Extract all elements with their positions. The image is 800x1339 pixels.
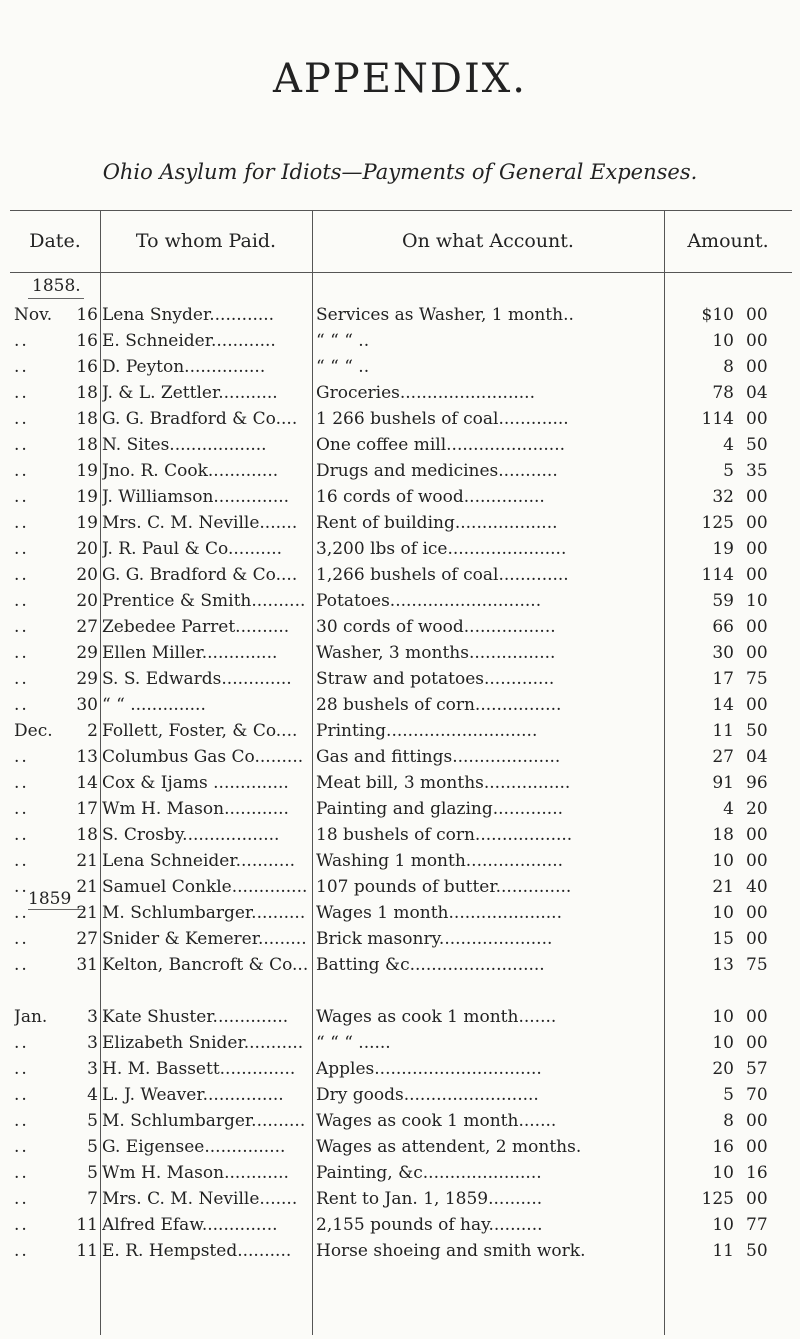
amount-cents: 50: [746, 435, 768, 455]
account-description: 2,155 pounds of hay..........: [316, 1215, 543, 1235]
payee-name: Ellen Miller..............: [102, 643, 278, 663]
amount-cents: 40: [746, 877, 768, 897]
amount-cents: 00: [746, 513, 768, 533]
table-row: [0, 536, 800, 562]
date-day: 11: [76, 1241, 98, 1261]
payee-name: E. R. Hempsted..........: [102, 1241, 292, 1261]
date-day: 27: [76, 617, 98, 637]
table-row: [0, 380, 800, 406]
date-day: 14: [76, 773, 98, 793]
amount-dollars: 11: [712, 721, 734, 741]
table-row: [0, 328, 800, 354]
date-day: 18: [76, 409, 98, 429]
account-description: 1 266 bushels of coal.............: [316, 409, 569, 429]
account-description: Straw and potatoes.............: [316, 669, 555, 689]
date-month: ..: [14, 539, 29, 559]
date-month: ..: [14, 461, 29, 481]
date-day: 29: [76, 643, 98, 663]
account-description: One coffee mill......................: [316, 435, 566, 455]
amount-dollars: 27: [712, 747, 734, 767]
payee-name: L. J. Weaver...............: [102, 1085, 284, 1105]
account-description: 30 cords of wood.................: [316, 617, 556, 637]
header-rule: [10, 272, 792, 273]
account-description: Painting and glazing.............: [316, 799, 563, 819]
account-description: 28 bushels of corn................: [316, 695, 562, 715]
page-heading: APPENDIX.: [273, 56, 527, 102]
amount-dollars: 59: [712, 591, 734, 611]
amount-dollars: 66: [712, 617, 734, 637]
amount-cents: 00: [746, 1189, 768, 1209]
payee-name: Kelton, Bancroft & Co...: [102, 955, 308, 975]
date-day: 20: [76, 539, 98, 559]
amount-cents: 00: [746, 643, 768, 663]
account-description: Wages as attendent, 2 months.: [316, 1137, 582, 1157]
table-row: [0, 510, 800, 536]
table-row: [0, 744, 800, 770]
payee-name: G. G. Bradford & Co....: [102, 565, 298, 585]
date-day: 13: [76, 747, 98, 767]
amount-dollars: 32: [712, 487, 734, 507]
amount-dollars: 30: [712, 643, 734, 663]
account-description: Wages as cook 1 month.......: [316, 1007, 557, 1027]
table-row: [0, 874, 800, 900]
amount-cents: 10: [746, 591, 768, 611]
amount-cents: 35: [746, 461, 768, 481]
amount-cents: 04: [746, 747, 768, 767]
table-row: [0, 718, 800, 744]
date-month: Dec.: [14, 721, 53, 741]
payee-name: Lena Schneider...........: [102, 851, 296, 871]
amount-dollars: 14: [712, 695, 734, 715]
amount-cents: 00: [746, 929, 768, 949]
account-description: Printing............................: [316, 721, 538, 741]
amount-cents: 00: [746, 1137, 768, 1157]
date-day: 5: [87, 1111, 98, 1131]
amount-dollars: 78: [712, 383, 734, 403]
table-row: [0, 1238, 800, 1264]
account-description: Brick masonry.....................: [316, 929, 553, 949]
account-description: Apples...............................: [316, 1059, 542, 1079]
payee-name: G. Eigensee...............: [102, 1137, 286, 1157]
amount-dollars: 114: [701, 565, 734, 585]
date-month: ..: [14, 357, 29, 377]
account-description: Services as Washer, 1 month..: [316, 305, 574, 325]
amount-dollars: 10: [712, 1163, 734, 1183]
date-month: ..: [14, 773, 29, 793]
date-day: 21: [76, 851, 98, 871]
date-month: ..: [14, 1059, 29, 1079]
date-month: ..: [14, 1111, 29, 1131]
table-row: [0, 484, 800, 510]
date-month: Nov.: [14, 305, 53, 325]
amount-cents: 20: [746, 799, 768, 819]
amount-cents: 96: [746, 773, 768, 793]
payee-name: Columbus Gas Co.........: [102, 747, 304, 767]
date-month: ..: [14, 591, 29, 611]
amount-dollars: 13: [712, 955, 734, 975]
table-row: [0, 588, 800, 614]
payee-name: Mrs. C. M. Neville.......: [102, 1189, 298, 1209]
year-label-1859: 1859: [28, 889, 72, 909]
amount-dollars: 10: [712, 903, 734, 923]
account-description: Painting, &c......................: [316, 1163, 542, 1183]
date-month: ..: [14, 1085, 29, 1105]
table-row: [0, 926, 800, 952]
date-column-header: Date.: [29, 230, 81, 252]
payee-name: Jno. R. Cook.............: [102, 461, 279, 481]
date-day: 3: [87, 1007, 98, 1027]
table-row: [0, 1108, 800, 1134]
expense-table-body: [0, 302, 800, 1264]
date-month: ..: [14, 1137, 29, 1157]
date-month: ..: [14, 669, 29, 689]
amount-dollars: 5: [723, 1085, 734, 1105]
table-row: [0, 1004, 800, 1030]
amount-dollars: 125: [701, 513, 734, 533]
account-description: Wages 1 month.....................: [316, 903, 562, 923]
date-month: ..: [14, 513, 29, 533]
table-row: [0, 1160, 800, 1186]
table-row: [0, 796, 800, 822]
date-month: ..: [14, 929, 29, 949]
table-row: [0, 1030, 800, 1056]
date-day: 30: [76, 695, 98, 715]
account-description: 107 pounds of butter..............: [316, 877, 572, 897]
amount-dollars: 10: [712, 851, 734, 871]
table-row: [0, 692, 800, 718]
date-day: 19: [76, 487, 98, 507]
amount-dollars: 10: [712, 1007, 734, 1027]
date-month: ..: [14, 903, 29, 923]
date-day: 5: [87, 1163, 98, 1183]
table-row: [0, 640, 800, 666]
table-row: [0, 770, 800, 796]
date-day: 7: [87, 1189, 98, 1209]
amount-cents: 50: [746, 721, 768, 741]
date-day: 27: [76, 929, 98, 949]
amount-cents: 00: [746, 565, 768, 585]
payee-name: M. Schlumbarger..........: [102, 1111, 306, 1131]
payee-name: Lena Snyder............: [102, 305, 275, 325]
amount-cents: 70: [746, 1085, 768, 1105]
date-month: Jan.: [14, 1007, 48, 1027]
date-day: 16: [76, 331, 98, 351]
account-description: Wages as cook 1 month.......: [316, 1111, 557, 1131]
date-month: ..: [14, 747, 29, 767]
table-row: [0, 1056, 800, 1082]
amount-dollars: $10: [701, 305, 734, 325]
date-month: ..: [14, 955, 29, 975]
payee-name: Wm H. Mason............: [102, 799, 289, 819]
amount-dollars: 8: [723, 357, 734, 377]
table-row: [0, 1212, 800, 1238]
date-day: 29: [76, 669, 98, 689]
amount-cents: 04: [746, 383, 768, 403]
account-description: 18 bushels of corn..................: [316, 825, 573, 845]
amount-dollars: 4: [723, 799, 734, 819]
amount-column-header: Amount.: [687, 230, 769, 252]
date-day: 19: [76, 461, 98, 481]
amount-cents: 00: [746, 357, 768, 377]
amount-cents: 00: [746, 851, 768, 871]
table-row: [0, 822, 800, 848]
table-top-rule: [10, 210, 792, 211]
account-description: Groceries.........................: [316, 383, 535, 403]
amount-dollars: 10: [712, 331, 734, 351]
amount-cents: 00: [746, 1007, 768, 1027]
date-month: ..: [14, 435, 29, 455]
account-description: Dry goods.........................: [316, 1085, 539, 1105]
amount-cents: 77: [746, 1215, 768, 1235]
table-row: [0, 1186, 800, 1212]
table-row: [0, 666, 800, 692]
payee-name: J. R. Paul & Co..........: [102, 539, 283, 559]
payee-name: D. Peyton...............: [102, 357, 266, 377]
date-day: 18: [76, 383, 98, 403]
account-description: Drugs and medicines...........: [316, 461, 558, 481]
amount-cents: 00: [746, 695, 768, 715]
table-title: Ohio Asylum for Idiots—Payments of General Expenses.: [102, 160, 698, 184]
payee-name: S. S. Edwards.............: [102, 669, 292, 689]
account-description: Washing 1 month..................: [316, 851, 564, 871]
amount-dollars: 11: [712, 1241, 734, 1261]
amount-cents: 00: [746, 617, 768, 637]
amount-dollars: 91: [712, 773, 734, 793]
amount-cents: 00: [746, 305, 768, 325]
table-row: [0, 432, 800, 458]
amount-dollars: 114: [701, 409, 734, 429]
payee-name: J. & L. Zettler...........: [102, 383, 278, 403]
date-month: ..: [14, 409, 29, 429]
date-day: 17: [76, 799, 98, 819]
table-row: [0, 1082, 800, 1108]
year-underline: [28, 298, 84, 299]
payee-name: G. G. Bradford & Co....: [102, 409, 298, 429]
account-description: 16 cords of wood...............: [316, 487, 545, 507]
date-day: 2: [87, 721, 98, 741]
account-description: Washer, 3 months................: [316, 643, 556, 663]
payee-name: Snider & Kemerer.........: [102, 929, 307, 949]
account-description: Rent of building...................: [316, 513, 558, 533]
amount-dollars: 8: [723, 1111, 734, 1131]
amount-dollars: 16: [712, 1137, 734, 1157]
amount-dollars: 15: [712, 929, 734, 949]
amount-dollars: 21: [712, 877, 734, 897]
payee-name: S. Crosby..................: [102, 825, 280, 845]
date-month: ..: [14, 799, 29, 819]
payee-name: Alfred Efaw..............: [102, 1215, 278, 1235]
account-description: “ “ “ ......: [316, 1033, 391, 1053]
table-row: [0, 354, 800, 380]
payee-name: Mrs. C. M. Neville.......: [102, 513, 298, 533]
amount-dollars: 17: [712, 669, 734, 689]
date-day: 19: [76, 513, 98, 533]
amount-cents: 00: [746, 1111, 768, 1131]
payee-name: J. Williamson..............: [102, 487, 290, 507]
amount-cents: 00: [746, 903, 768, 923]
date-month: ..: [14, 825, 29, 845]
payee-name: Prentice & Smith..........: [102, 591, 306, 611]
table-row: [0, 302, 800, 328]
account-description: 1,266 bushels of coal.............: [316, 565, 569, 585]
account-description: 3,200 lbs of ice......................: [316, 539, 567, 559]
amount-dollars: 10: [712, 1215, 734, 1235]
account-description: Batting &c.........................: [316, 955, 545, 975]
date-month: ..: [14, 565, 29, 585]
table-row: [0, 1134, 800, 1160]
date-day: 16: [76, 357, 98, 377]
payee-name: Samuel Conkle..............: [102, 877, 308, 897]
amount-cents: 57: [746, 1059, 768, 1079]
payee-name: Kate Shuster..............: [102, 1007, 289, 1027]
date-month: ..: [14, 643, 29, 663]
date-month: ..: [14, 617, 29, 637]
payee-name: Cox & Ijams ..............: [102, 773, 289, 793]
date-day: 21: [76, 903, 98, 923]
payee-name: “ “ ..............: [102, 695, 206, 715]
payee-name: Follett, Foster, & Co....: [102, 721, 298, 741]
date-month: ..: [14, 1215, 29, 1235]
date-month: ..: [14, 1033, 29, 1053]
date-month: ..: [14, 877, 29, 897]
account-description: Meat bill, 3 months................: [316, 773, 571, 793]
account-description: “ “ “ ..: [316, 331, 370, 351]
amount-dollars: 20: [712, 1059, 734, 1079]
amount-cents: 00: [746, 1033, 768, 1053]
payee-name: Wm H. Mason............: [102, 1163, 289, 1183]
date-month: ..: [14, 383, 29, 403]
payee-name: Zebedee Parret..........: [102, 617, 290, 637]
date-day: 11: [76, 1215, 98, 1235]
date-day: 20: [76, 565, 98, 585]
date-month: ..: [14, 851, 29, 871]
amount-cents: 00: [746, 825, 768, 845]
table-row: [0, 952, 800, 978]
amount-dollars: 125: [701, 1189, 734, 1209]
amount-cents: 00: [746, 331, 768, 351]
amount-cents: 00: [746, 487, 768, 507]
table-row: [0, 900, 800, 926]
amount-cents: 00: [746, 409, 768, 429]
payee-name: H. M. Bassett..............: [102, 1059, 296, 1079]
account-description: “ “ “ ..: [316, 357, 370, 377]
payee-column-header: To whom Paid.: [135, 230, 277, 252]
payee-name: E. Schneider............: [102, 331, 276, 351]
table-row: [0, 406, 800, 432]
date-month: ..: [14, 1189, 29, 1209]
date-day: 3: [87, 1059, 98, 1079]
date-day: 3: [87, 1033, 98, 1053]
date-day: 4: [87, 1085, 98, 1105]
payee-name: M. Schlumbarger..........: [102, 903, 306, 923]
amount-cents: 75: [746, 669, 768, 689]
table-row: [0, 848, 800, 874]
account-column-header: On what Account.: [402, 230, 574, 252]
amount-dollars: 4: [723, 435, 734, 455]
account-description: Horse shoeing and smith work.: [316, 1241, 586, 1261]
table-row: [0, 458, 800, 484]
amount-dollars: 19: [712, 539, 734, 559]
date-day: 18: [76, 825, 98, 845]
date-month: ..: [14, 695, 29, 715]
amount-cents: 00: [746, 539, 768, 559]
account-description: Potatoes............................: [316, 591, 542, 611]
year-label-1858: 1858.: [32, 276, 81, 296]
table-row: [0, 562, 800, 588]
date-month: ..: [14, 487, 29, 507]
account-description: Gas and fittings....................: [316, 747, 561, 767]
account-description: Rent to Jan. 1, 1859..........: [316, 1189, 543, 1209]
amount-dollars: 10: [712, 1033, 734, 1053]
date-day: 16: [76, 305, 98, 325]
date-month: ..: [14, 331, 29, 351]
table-row: [0, 614, 800, 640]
date-month: ..: [14, 1241, 29, 1261]
amount-dollars: 18: [712, 825, 734, 845]
date-day: 18: [76, 435, 98, 455]
amount-cents: 75: [746, 955, 768, 975]
amount-dollars: 5: [723, 461, 734, 481]
date-day: 21: [76, 877, 98, 897]
date-day: 31: [76, 955, 98, 975]
payee-name: Elizabeth Snider...........: [102, 1033, 304, 1053]
date-day: 20: [76, 591, 98, 611]
date-month: ..: [14, 1163, 29, 1183]
amount-cents: 50: [746, 1241, 768, 1261]
amount-cents: 16: [746, 1163, 768, 1183]
date-day: 5: [87, 1137, 98, 1157]
payee-name: N. Sites..................: [102, 435, 267, 455]
